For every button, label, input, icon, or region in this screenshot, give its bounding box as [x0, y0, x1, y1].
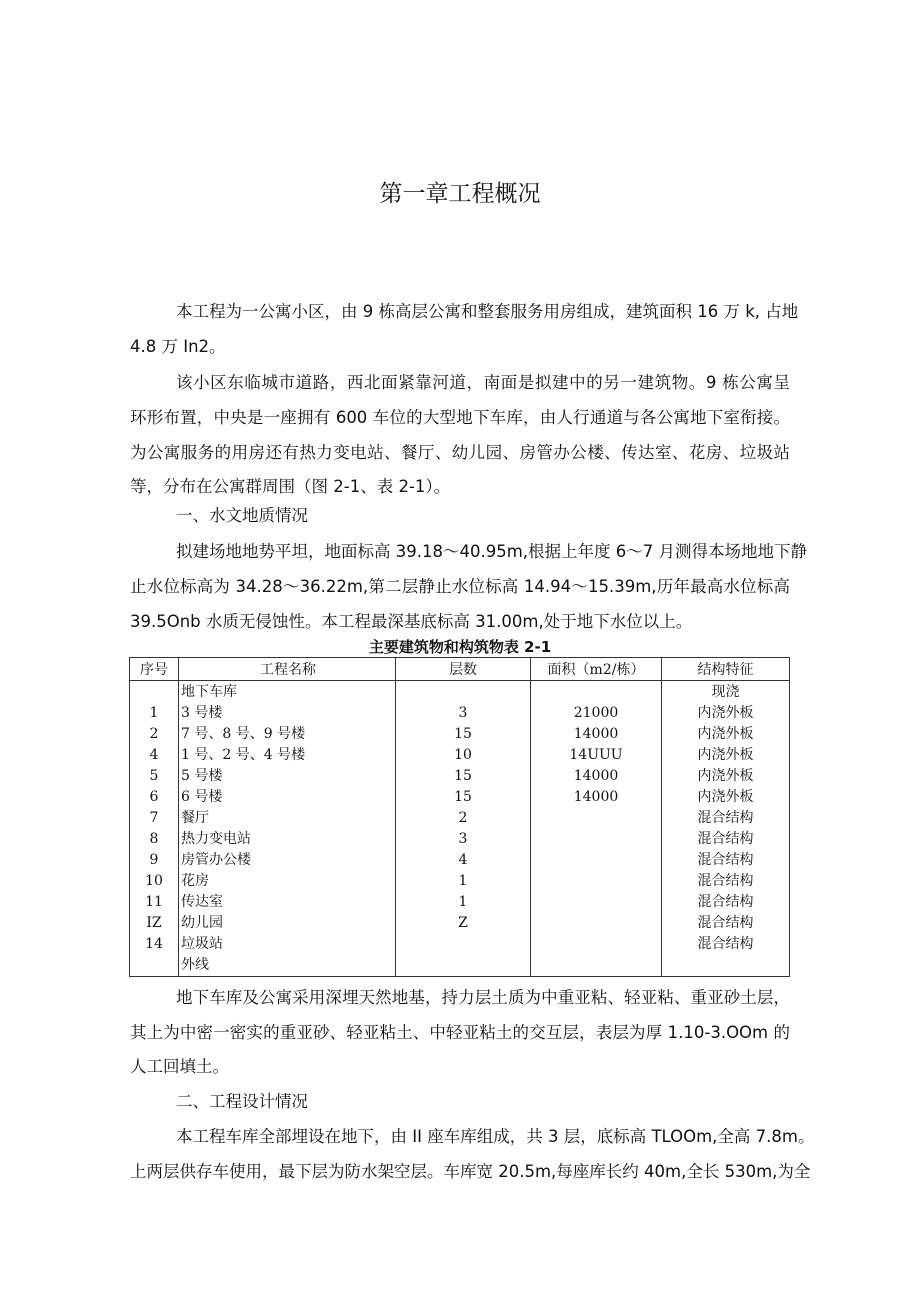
cell-index: 11 [130, 892, 179, 913]
cell-area: 21000 [531, 702, 662, 723]
cell-area: 14000 [531, 723, 662, 744]
table-row [130, 913, 790, 934]
cell-name: 6 号楼 [179, 786, 396, 807]
cell-area [531, 828, 662, 849]
cell-floors: 4 [396, 850, 531, 871]
cell-floors: 2 [396, 807, 531, 828]
cell-index: 9 [130, 850, 179, 871]
cell-name: 房管办公楼 [179, 850, 396, 871]
cell-structure: 内浇外板 [662, 765, 790, 786]
cell-structure: 内浇外板 [662, 744, 790, 765]
paragraph-line: 为公寓服务的用房还有热力变电站、餐厅、幼儿园、房管办公楼、传达室、花房、垃圾站 [130, 443, 790, 462]
table-caption: 主要建筑物和构筑物表 2-1 [368, 638, 552, 656]
cell-structure [662, 955, 790, 977]
cell-floors: 15 [396, 723, 531, 744]
cell-area: 14UUU [531, 744, 662, 765]
cell-index: 10 [130, 871, 179, 892]
cell-index: 5 [130, 765, 179, 786]
cell-structure: 混合结构 [662, 892, 790, 913]
cell-area [531, 871, 662, 892]
table-row [130, 955, 790, 977]
paragraph-line: 其上为中密一密实的重亚砂、轻亚粘土、中轻亚粘土的交互层，表层为厚 1.10-3.OOm 的 [130, 1023, 790, 1042]
paragraph-line: 该小区东临城市道路，西北面紧靠河道，南面是拟建中的另一建筑物。9 栋公寓呈 [176, 373, 790, 392]
cell-index: 1 [130, 702, 179, 723]
cell-floors [396, 681, 531, 703]
header-area: 面积（m2/栋） [531, 658, 662, 681]
paragraph-line: 人工回填土。 [130, 1057, 229, 1076]
paragraph-line: 一、水文地质情况 [176, 506, 308, 525]
cell-name: 地下车库 [179, 681, 396, 703]
paragraph-line: 上两层供存车使用，最下层为防水架空层。车库宽 20.5m,每座库长约 40m,全长 530m,为全 [130, 1162, 811, 1181]
cell-floors [396, 934, 531, 955]
cell-name: 1 号、2 号、4 号楼 [179, 744, 396, 765]
cell-name: 幼儿园 [179, 913, 396, 934]
cell-area [531, 913, 662, 934]
paragraph-line: 本工程车库全部埋设在地下，由 II 座车库组成，共 3 层，底标高 TLOOm,全高 7.8m。 [176, 1127, 815, 1146]
cell-index [130, 681, 179, 703]
cell-index: 4 [130, 744, 179, 765]
cell-area [531, 807, 662, 828]
cell-structure: 混合结构 [662, 807, 790, 828]
cell-index: 14 [130, 934, 179, 955]
cell-floors: Z [396, 913, 531, 934]
cell-floors: 1 [396, 892, 531, 913]
paragraph-line: 地下车库及公寓采用深埋天然地基，持力层土质为中重亚粘、轻亚粘、重亚砂土层， [176, 988, 790, 1007]
cell-area [531, 892, 662, 913]
header-index: 序号 [130, 658, 179, 681]
table-row [130, 850, 790, 871]
table-row [130, 807, 790, 828]
paragraph-line: 二、工程设计情况 [176, 1092, 308, 1111]
table-row [130, 681, 790, 703]
cell-area: 14000 [531, 765, 662, 786]
cell-structure: 混合结构 [662, 850, 790, 871]
table-row [130, 828, 790, 849]
cell-name: 3 号楼 [179, 702, 396, 723]
table-row [130, 786, 790, 807]
cell-floors: 15 [396, 765, 531, 786]
cell-area: 14000 [531, 786, 662, 807]
cell-index: 2 [130, 723, 179, 744]
table-row [130, 765, 790, 786]
table-header-row [130, 658, 790, 681]
cell-name: 传达室 [179, 892, 396, 913]
cell-structure: 内浇外板 [662, 786, 790, 807]
cell-floors: 3 [396, 702, 531, 723]
cell-name: 7 号、8 号、9 号楼 [179, 723, 396, 744]
cell-area [531, 955, 662, 977]
cell-area [531, 934, 662, 955]
paragraph-line: 等，分布在公寓群周围（图 2-1、表 2-1）。 [130, 477, 451, 496]
table-row [130, 723, 790, 744]
cell-area [531, 850, 662, 871]
cell-floors: 15 [396, 786, 531, 807]
paragraph-line: 4.8 万 In2。 [130, 337, 226, 356]
paragraph-line: 本工程为一公寓小区，由 9 栋高层公寓和整套服务用房组成，建筑面积 16 万 k, 占地 [176, 302, 799, 321]
cell-structure: 现浇 [662, 681, 790, 703]
cell-index: 6 [130, 786, 179, 807]
cell-structure: 混合结构 [662, 871, 790, 892]
cell-floors: 3 [396, 828, 531, 849]
cell-floors [396, 955, 531, 977]
cell-index: 8 [130, 828, 179, 849]
cell-index: 7 [130, 807, 179, 828]
table-row [130, 934, 790, 955]
paragraph-line: 止水位标高为 34.28～36.22m,第二层静止水位标高 14.94～15.39m,历年最高水位标高 [130, 577, 790, 596]
cell-floors: 10 [396, 744, 531, 765]
cell-floors: 1 [396, 871, 531, 892]
header-structure: 结构特征 [662, 658, 790, 681]
cell-name: 外线 [179, 955, 396, 977]
table-row [130, 702, 790, 723]
table-row [130, 871, 790, 892]
header-floors: 层数 [396, 658, 531, 681]
cell-index: IZ [130, 913, 179, 934]
table-row [130, 744, 790, 765]
cell-structure: 内浇外板 [662, 702, 790, 723]
cell-name: 餐厅 [179, 807, 396, 828]
cell-area [531, 681, 662, 703]
cell-index [130, 955, 179, 977]
cell-structure: 内浇外板 [662, 723, 790, 744]
cell-structure: 混合结构 [662, 913, 790, 934]
chapter-title: 第一章工程概况 [379, 181, 541, 207]
cell-name: 热力变电站 [179, 828, 396, 849]
cell-structure: 混合结构 [662, 828, 790, 849]
cell-name: 花房 [179, 871, 396, 892]
paragraph-line: 拟建场地地势平坦，地面标高 39.18～40.95m,根据上年度 6～7 月测得本场地地下静 [176, 542, 808, 561]
cell-name: 5 号楼 [179, 765, 396, 786]
table-row [130, 892, 790, 913]
paragraph-line: 39.5Onb 水质无侵蚀性。本工程最深基底标高 31.00m,处于地下水位以上。 [130, 612, 693, 631]
cell-structure: 混合结构 [662, 934, 790, 955]
cell-name: 垃圾站 [179, 934, 396, 955]
header-name: 工程名称 [179, 658, 396, 681]
paragraph-line: 环形布置，中央是一座拥有 600 车位的大型地下车库，由人行通道与各公寓地下室衔接。 [130, 408, 790, 427]
buildings-table [129, 657, 790, 977]
